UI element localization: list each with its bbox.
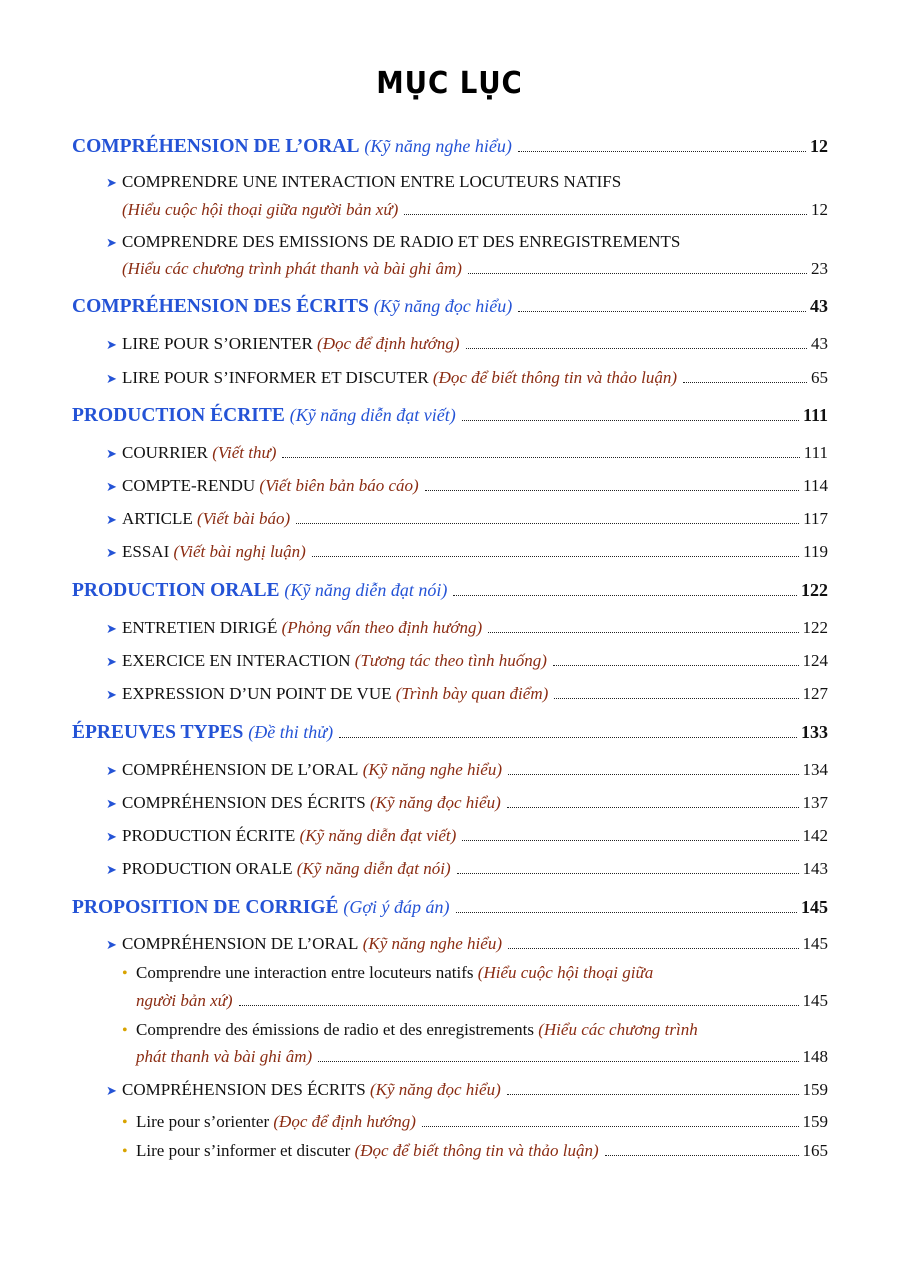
arrow-bullet-icon: ➤: [106, 235, 117, 250]
arrow-bullet-icon: ➤: [106, 446, 117, 461]
dot-leader: [425, 490, 799, 491]
arrow-bullet-icon: ➤: [106, 371, 117, 386]
toc-title-fr: COMPRÉHENSION DE L’ORAL: [122, 934, 359, 953]
toc-item-continuation: [122, 200, 828, 220]
toc-title-fr: EXPRESSION D’UN POINT DE VUE: [122, 684, 392, 703]
arrow-bullet-icon: ➤: [106, 512, 117, 527]
toc-title-vi: (Đề thi thử): [248, 722, 334, 742]
arrow-bullet-icon: ➤: [106, 829, 117, 844]
toc-title-vi: (Hiểu các chương trình phát thanh và bài ghi âm): [122, 259, 462, 278]
dot-leader: [468, 273, 807, 274]
toc-title-fr: COMPRÉHENSION DE L’ORAL: [122, 760, 359, 779]
toc-item[interactable]: [106, 684, 828, 704]
dot-leader: [508, 948, 799, 949]
toc-title-vi: (Hiểu cuộc hội thoại giữa: [477, 963, 654, 982]
toc-title-vi: (Hiểu các chương trình: [538, 1020, 698, 1039]
toc-title-vi: (Viết bài nghị luận): [173, 542, 306, 561]
dot-bullet-icon: •: [122, 965, 128, 982]
toc-title-fr: ESSAI: [122, 542, 170, 561]
page-number: 145: [802, 934, 828, 953]
toc-section[interactable]: [72, 897, 828, 919]
arrow-bullet-icon: ➤: [106, 937, 117, 952]
page-number: 133: [801, 722, 828, 742]
toc-item[interactable]: [106, 476, 828, 496]
toc-item[interactable]: [106, 368, 828, 388]
dot-leader: [457, 873, 799, 874]
toc-title-fr: COMPRÉHENSION DES ÉCRITS: [122, 1080, 366, 1099]
page-number: 148: [802, 1047, 828, 1066]
toc-title-vi: (Đọc để định hướng): [273, 1112, 416, 1131]
toc-item[interactable]: [106, 651, 828, 671]
page-number: 111: [803, 443, 828, 462]
page-number: 134: [802, 760, 828, 779]
toc-title-vi: (Đọc để định hướng): [317, 334, 460, 353]
page-number: 165: [802, 1141, 828, 1160]
toc-title-fr: Comprendre une interaction entre locuteurs natifs: [136, 963, 474, 982]
toc-section[interactable]: [72, 405, 828, 427]
page-number: 122: [801, 580, 828, 600]
dot-leader: [605, 1155, 799, 1156]
dot-leader: [456, 912, 797, 913]
toc-section[interactable]: [72, 580, 828, 602]
toc-title-vi: (Đọc để biết thông tin và thảo luận): [354, 1141, 599, 1160]
arrow-bullet-icon: ➤: [106, 479, 117, 494]
page-number: 143: [802, 859, 828, 878]
toc-item[interactable]: [106, 334, 828, 354]
page-number: 23: [811, 259, 828, 278]
page-number: 127: [802, 684, 828, 703]
dot-bullet-icon: •: [122, 1143, 128, 1160]
page-number: 43: [810, 296, 828, 316]
arrow-bullet-icon: ➤: [106, 175, 117, 190]
toc-title-fr: ÉPREUVES TYPES: [72, 722, 244, 743]
toc-title-vi: (Kỹ năng diễn đạt nói): [284, 580, 448, 600]
page-number: 145: [801, 897, 828, 917]
toc-title-fr: PRODUCTION ORALE: [122, 859, 293, 878]
toc-item-continuation: [122, 259, 828, 279]
toc-subitem-continuation: [136, 1047, 828, 1067]
toc-title-fr: EXERCICE EN INTERACTION: [122, 651, 351, 670]
page-number: 159: [802, 1112, 828, 1131]
arrow-bullet-icon: ➤: [106, 1083, 117, 1098]
toc-title-fr: PRODUCTION ORALE: [72, 580, 280, 601]
dot-leader: [312, 556, 799, 557]
page-number: 119: [803, 542, 828, 561]
toc-title-vi: (Viết biên bản báo cáo): [259, 476, 419, 495]
dot-leader: [554, 698, 798, 699]
arrow-bullet-icon: ➤: [106, 621, 117, 636]
toc-title-vi: (Đọc để biết thông tin và thảo luận): [432, 368, 677, 387]
toc-section[interactable]: [72, 722, 828, 744]
toc-item[interactable]: [106, 1080, 828, 1100]
toc-title-vi-cont: người bản xứ): [136, 991, 233, 1010]
page-number: 137: [802, 793, 828, 812]
toc-title-fr: COMPRÉHENSION DES ÉCRITS: [72, 296, 369, 317]
dot-leader: [296, 523, 799, 524]
page-number: 12: [810, 136, 828, 156]
toc-title-fr: PROPOSITION DE CORRIGÉ: [72, 897, 339, 918]
arrow-bullet-icon: ➤: [106, 763, 117, 778]
toc-title-fr: Lire pour s’orienter: [136, 1112, 270, 1131]
dot-leader: [466, 348, 807, 349]
dot-leader: [282, 457, 799, 458]
arrow-bullet-icon: ➤: [106, 862, 117, 877]
toc-item[interactable]: [106, 618, 828, 638]
toc-item[interactable]: [106, 934, 828, 954]
dot-leader: [507, 807, 799, 808]
toc-subitem[interactable]: [122, 1020, 698, 1040]
toc-title-fr: PRODUCTION ÉCRITE: [72, 405, 285, 426]
toc-title-fr: LIRE POUR S’ORIENTER: [122, 334, 313, 353]
toc-title-vi: (Kỹ năng diễn đạt nói): [296, 859, 451, 878]
toc-subitem-continuation: [136, 991, 828, 1011]
dot-leader: [518, 311, 806, 312]
arrow-bullet-icon: ➤: [106, 545, 117, 560]
toc-title-fr: COMPTE-RENDU: [122, 476, 256, 495]
toc-title-fr: COMPRENDRE DES EMISSIONS DE RADIO ET DES ENREGISTREMENTS: [122, 232, 681, 251]
page-number: 122: [802, 618, 828, 637]
toc-title-vi: (Viết bài báo): [197, 509, 291, 528]
toc-section[interactable]: [72, 136, 828, 158]
toc-subitem[interactable]: [122, 1141, 828, 1161]
arrow-bullet-icon: ➤: [106, 796, 117, 811]
page-number: 114: [803, 476, 828, 495]
arrow-bullet-icon: ➤: [106, 654, 117, 669]
toc-title-vi: (Gợi ý đáp án): [343, 897, 450, 917]
toc-item[interactable]: [106, 793, 828, 813]
page-number: 65: [811, 368, 828, 387]
dot-leader: [508, 774, 799, 775]
toc-section[interactable]: [72, 296, 828, 318]
toc-title-vi: (Hiểu cuộc hội thoại giữa người bản xứ): [122, 200, 399, 219]
toc-title-fr: PRODUCTION ÉCRITE: [122, 826, 296, 845]
page-number: 159: [802, 1080, 828, 1099]
page-number: 124: [802, 651, 828, 670]
toc-item[interactable]: [106, 826, 828, 846]
toc-title-vi: (Trình bày quan điểm): [395, 684, 549, 703]
dot-leader: [462, 420, 799, 421]
dot-leader: [239, 1005, 799, 1006]
toc-title-fr: ARTICLE: [122, 509, 193, 528]
toc-item[interactable]: [106, 542, 828, 562]
toc-title-vi: (Tương tác theo tình huống): [354, 651, 547, 670]
arrow-bullet-icon: ➤: [106, 687, 117, 702]
toc-item[interactable]: [106, 172, 621, 192]
toc-title-vi: (Kỹ năng diễn đạt viết): [299, 826, 457, 845]
dot-leader: [518, 151, 806, 152]
dot-leader: [404, 214, 807, 215]
toc-item[interactable]: [106, 443, 828, 463]
dot-leader: [553, 665, 799, 666]
dot-bullet-icon: •: [122, 1114, 128, 1131]
toc-title-vi: (Kỹ năng đọc hiểu): [369, 1080, 501, 1099]
dot-leader: [683, 382, 807, 383]
dot-leader: [488, 632, 798, 633]
toc-title-vi: (Phỏng vấn theo định hướng): [281, 618, 483, 637]
dot-leader: [339, 737, 797, 738]
page-number: 12: [811, 200, 828, 219]
toc-title-vi: (Kỹ năng nghe hiểu): [362, 760, 502, 779]
toc-title-vi: (Kỹ năng diễn đạt viết): [289, 405, 456, 425]
toc-title-fr: COURRIER: [122, 443, 208, 462]
dot-leader: [507, 1094, 799, 1095]
page-number: 142: [802, 826, 828, 845]
toc-title-vi-cont: phát thanh và bài ghi âm): [136, 1047, 313, 1066]
toc-title-vi: (Viết thư): [212, 443, 277, 462]
dot-leader: [318, 1061, 798, 1062]
toc-item[interactable]: [106, 509, 828, 529]
toc-title-vi: (Kỹ năng nghe hiểu): [364, 136, 512, 156]
page-title: MỤC LỤC: [376, 66, 523, 101]
page-number: 43: [811, 334, 828, 353]
toc-title-fr: Lire pour s’informer et discuter: [136, 1141, 351, 1160]
dot-leader: [462, 840, 798, 841]
dot-leader: [453, 595, 797, 596]
toc-title-fr: ENTRETIEN DIRIGÉ: [122, 618, 278, 637]
toc-item[interactable]: [106, 859, 828, 879]
toc-title-vi: (Kỹ năng nghe hiểu): [362, 934, 502, 953]
toc-item[interactable]: [106, 232, 680, 252]
toc-title-fr: Comprendre des émissions de radio et des enregistrements: [136, 1020, 534, 1039]
page-number: 145: [802, 991, 828, 1010]
toc-title-fr: COMPRÉHENSION DE L’ORAL: [72, 136, 360, 157]
toc-item[interactable]: [106, 760, 828, 780]
toc-title-fr: LIRE POUR S’INFORMER ET DISCUTER: [122, 368, 429, 387]
toc-title-vi: (Kỹ năng đọc hiểu): [369, 793, 501, 812]
toc-title-vi: (Kỹ năng đọc hiểu): [373, 296, 513, 316]
dot-bullet-icon: •: [122, 1022, 128, 1039]
page-number: 117: [803, 509, 828, 528]
toc-subitem[interactable]: [122, 1112, 828, 1132]
arrow-bullet-icon: ➤: [106, 337, 117, 352]
toc-title-fr: COMPRENDRE UNE INTERACTION ENTRE LOCUTEURS NATIFS: [122, 172, 622, 191]
dot-leader: [422, 1126, 799, 1127]
toc-subitem[interactable]: [122, 963, 653, 983]
toc-title-fr: COMPRÉHENSION DES ÉCRITS: [122, 793, 366, 812]
page-number: 111: [802, 405, 828, 425]
